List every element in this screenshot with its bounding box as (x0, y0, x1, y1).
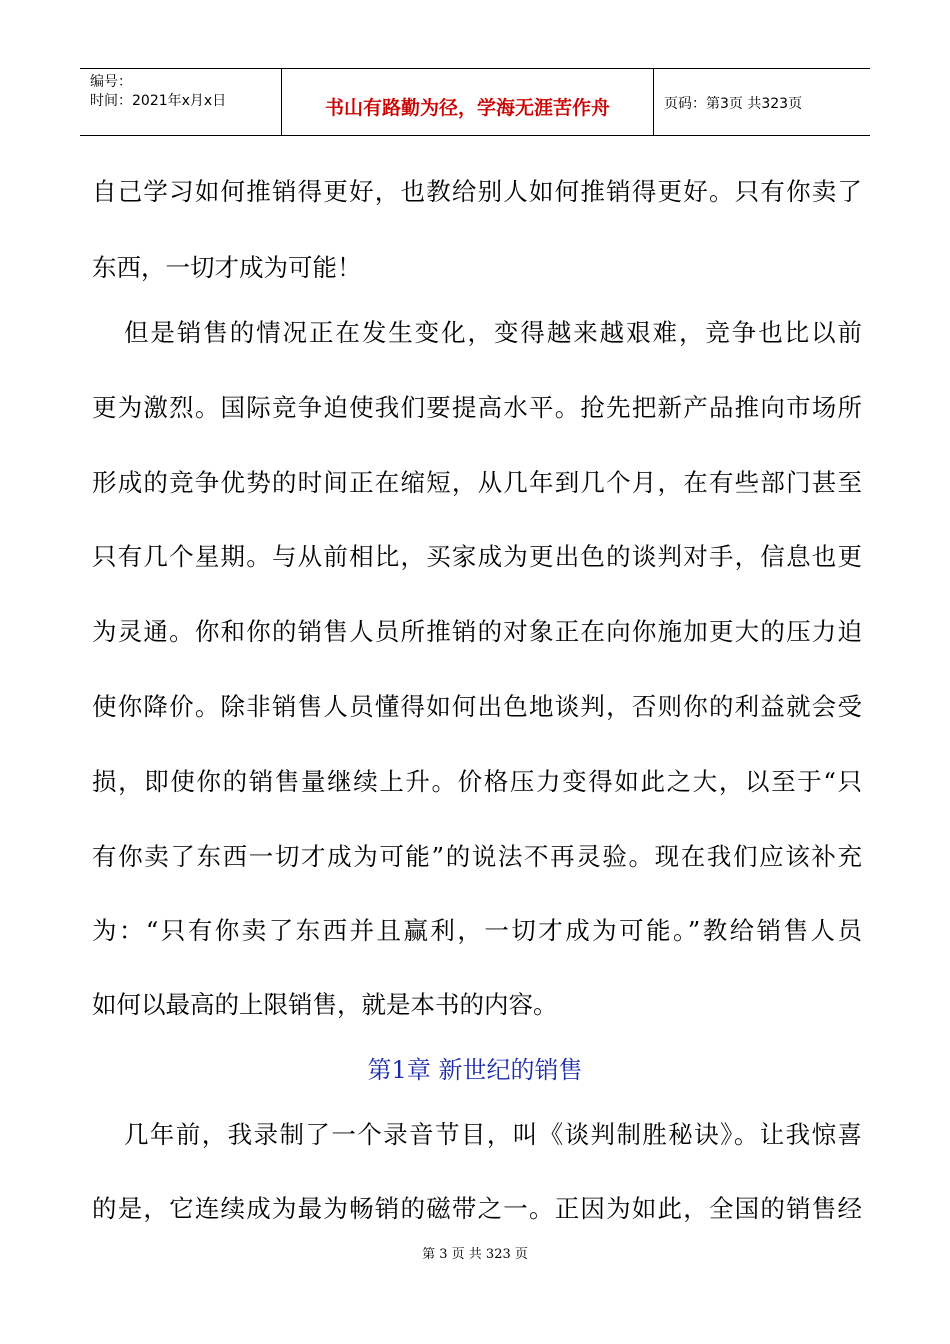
paragraph-line: 损，即使你的销售量继续上升。价格压力变得如此之大，以至于“只 (92, 767, 862, 796)
header-page-cell (654, 69, 870, 135)
page-header (80, 68, 870, 136)
paragraph-line: 有你卖了东西一切才成为可能”的说法不再灵验。现在我们应该补充 (92, 842, 862, 871)
paragraph-line: 如何以最高的上限销售，就是本书的内容。 (92, 990, 558, 1019)
header-motto: 书山有路勤为径，学海无涯苦作舟 (324, 97, 610, 119)
paragraph-line: 几年前，我录制了一个录音节目，叫《谈判制胜秘诀》。让我惊喜 (124, 1120, 862, 1149)
paragraph-line: 为：“只有你卖了东西并且赢利，一切才成为可能。”教给销售人员 (92, 916, 862, 945)
paragraph-line: 形成的竞争优势的时间正在缩短，从几年到几个月，在有些部门甚至 (92, 468, 862, 497)
paragraph-line: 自己学习如何推销得更好，也教给别人如何推销得更好。只有你卖了 (92, 177, 862, 206)
document-number-label: 编号： (90, 74, 132, 90)
paragraph-line: 使你降价。除非销售人员懂得如何出色地谈判，否则你的利益就会受 (92, 692, 862, 721)
paragraph-line: 只有几个星期。与从前相比，买家成为更出色的谈判对手，信息也更 (92, 542, 862, 571)
header-motto-cell (282, 69, 654, 135)
date-label: 时间：2021年x月x日 (90, 93, 227, 109)
header-page-info: 页码：第3页 共323页 (664, 96, 803, 112)
paragraph-line: 但是销售的情况正在发生变化，变得越来越艰难，竞争也比以前 (124, 318, 862, 347)
chapter-title: 第1章 新世纪的销售 (367, 1056, 583, 1084)
paragraph-line: 的是，它连续成为最为畅销的磁带之一。正因为如此，全国的销售经 (92, 1194, 862, 1223)
page-footer: 第 3 页 共 323 页 (422, 1247, 528, 1262)
paragraph-line: 东西，一切才成为可能！ (92, 253, 362, 282)
header-info-cell (80, 69, 282, 135)
paragraph-line: 为灵通。你和你的销售人员所推销的对象正在向你施加更大的压力迫 (92, 617, 862, 646)
paragraph-line: 更为激烈。国际竞争迫使我们要提高水平。抢先把新产品推向市场所 (92, 393, 862, 422)
